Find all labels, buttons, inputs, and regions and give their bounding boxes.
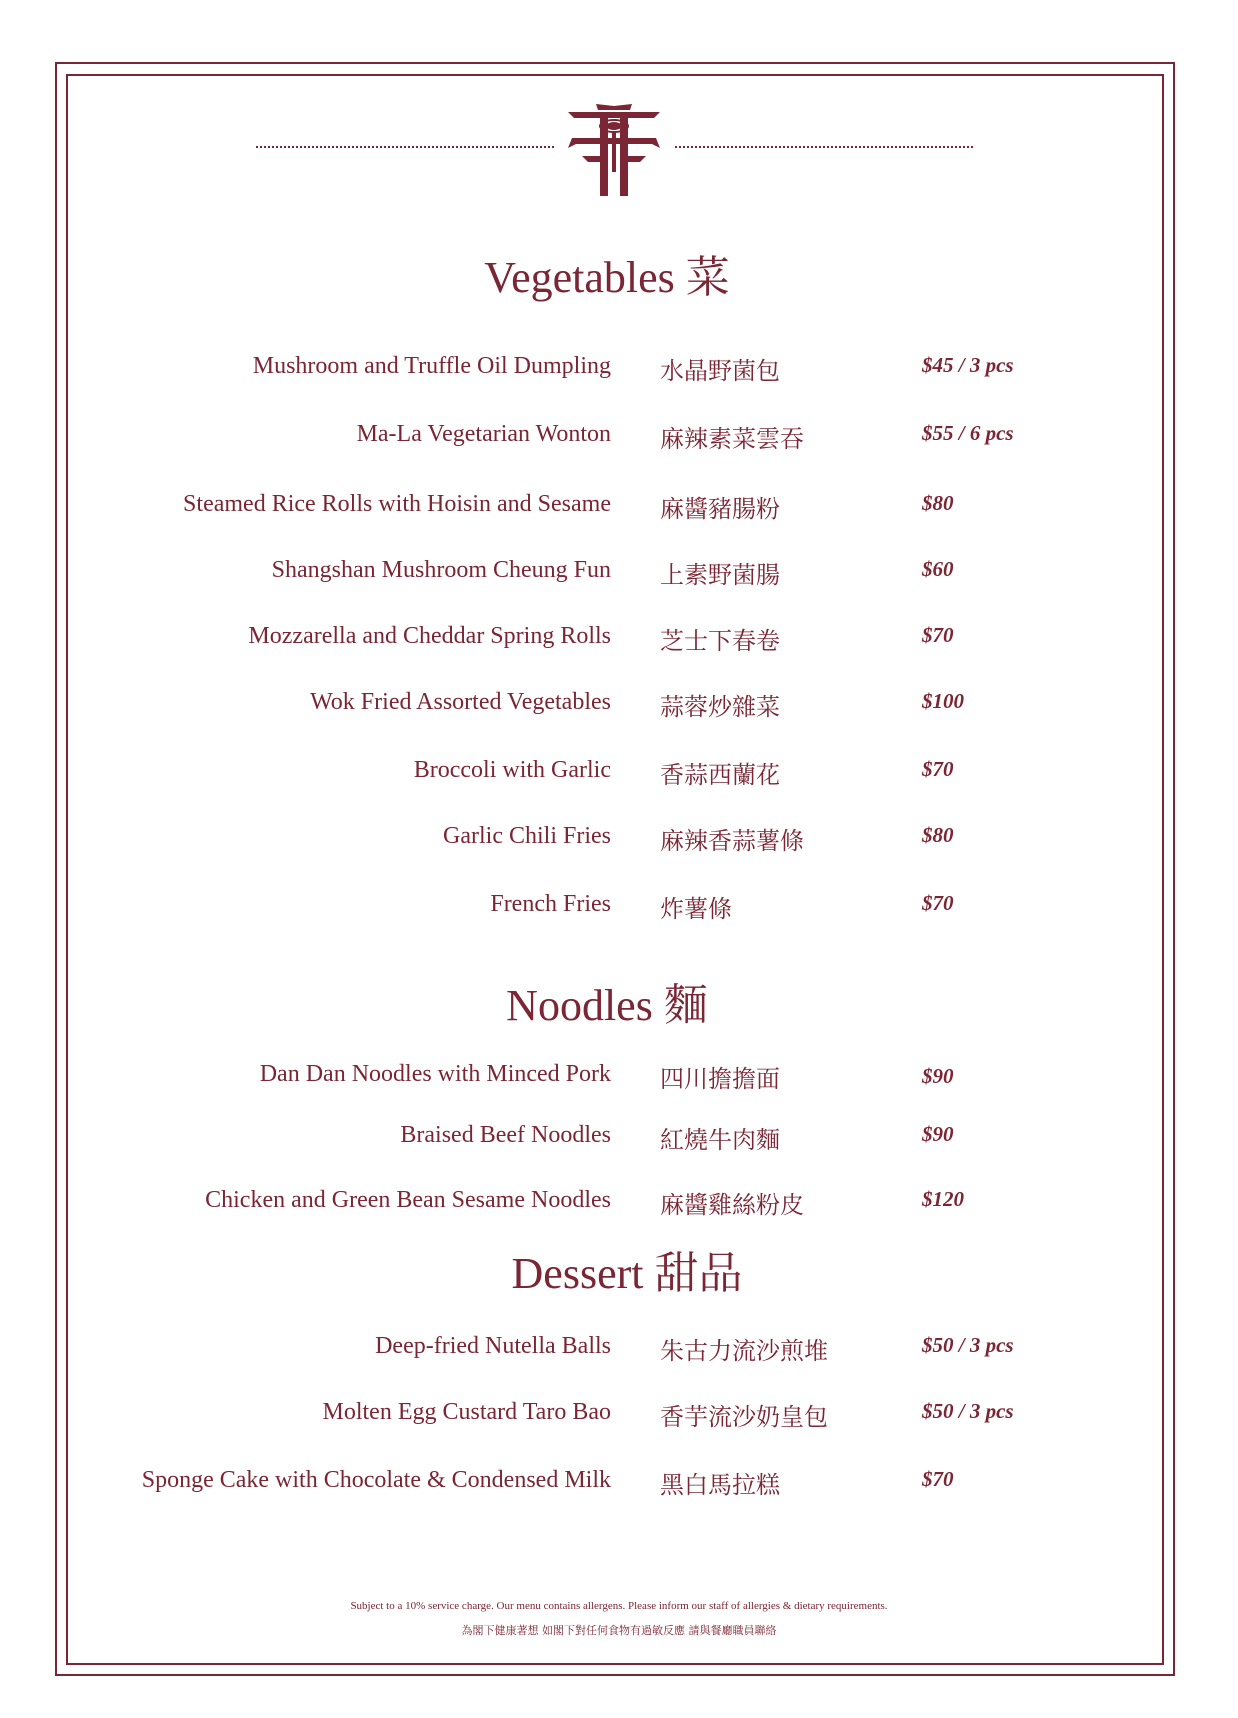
item-name-zh: 朱古力流沙煎堆 (660, 1337, 828, 1365)
item-name-en: Chicken and Green Bean Sesame Noodles (205, 1187, 611, 1213)
dotted-rule-right (675, 146, 973, 148)
item-price: $45 / 3 pcs (922, 353, 1014, 377)
item-price: $70 (922, 757, 954, 781)
item-name-en: Ma-La Vegetarian Wonton (356, 421, 611, 447)
menu-item (0, 557, 1238, 591)
item-name-zh: 水晶野菌包 (660, 357, 780, 385)
footer-note-en: Subject to a 10% service charge. Our menu contains allergens. Please inform our staff of allergies & dietary requirements. (350, 1600, 888, 1612)
item-name-zh: 麻醬雞絲粉皮 (660, 1191, 804, 1219)
menu-item (0, 623, 1238, 657)
item-price: $50 / 3 pcs (922, 1399, 1014, 1423)
item-name-zh: 炸薯條 (660, 895, 732, 923)
item-price: $50 / 3 pcs (922, 1333, 1014, 1357)
item-name-en: Dan Dan Noodles with Minced Pork (259, 1061, 611, 1087)
menu-item (0, 1399, 1238, 1433)
item-name-en: Sponge Cake with Chocolate & Condensed Milk (141, 1467, 611, 1493)
section-title-vegetables: Vegetables 菜 (484, 253, 730, 302)
item-name-en: Shangshan Mushroom Cheung Fun (271, 557, 611, 583)
item-name-zh: 上素野菌腸 (660, 561, 780, 589)
item-name-en: Wok Fried Assorted Vegetables (310, 689, 611, 715)
item-name-en: Deep-fried Nutella Balls (375, 1333, 611, 1359)
footer-note-zh: 為閣下健康著想 如閣下對任何食物有過敏反應 請與餐廳職員聯絡 (461, 1624, 777, 1637)
item-name-zh: 黑白馬拉糕 (660, 1471, 780, 1499)
item-price: $70 (922, 1467, 954, 1491)
item-name-en: French Fries (490, 891, 611, 917)
item-name-zh: 麻辣香蒜薯條 (660, 827, 804, 855)
item-price: $90 (922, 1064, 954, 1088)
item-price: $55 / 6 pcs (922, 421, 1014, 445)
menu-item (0, 353, 1238, 387)
menu-item (0, 1187, 1238, 1221)
section-title-noodles: Noodles 麵 (506, 981, 708, 1030)
item-name-en: Mozzarella and Cheddar Spring Rolls (248, 623, 611, 649)
dotted-rule-left (256, 146, 554, 148)
item-price: $60 (922, 557, 954, 581)
menu-item (0, 491, 1238, 525)
menu-item (0, 891, 1238, 925)
menu-item (0, 1333, 1238, 1367)
menu-item (0, 823, 1238, 857)
item-name-zh: 紅燒牛肉麵 (660, 1126, 780, 1154)
item-name-zh: 麻醬豬腸粉 (660, 495, 780, 523)
menu-item (0, 1122, 1238, 1156)
item-price: $90 (922, 1122, 954, 1146)
item-price: $70 (922, 623, 954, 647)
torii-gate-icon (566, 104, 662, 196)
item-price: $70 (922, 891, 954, 915)
item-name-en: Molten Egg Custard Taro Bao (322, 1399, 611, 1425)
menu-item (0, 1467, 1238, 1501)
menu-item (0, 1061, 1238, 1095)
menu-item (0, 689, 1238, 723)
item-name-zh: 芝士下春卷 (660, 627, 780, 655)
item-price: $80 (922, 491, 954, 515)
item-name-zh: 香芋流沙奶皇包 (660, 1403, 828, 1431)
item-name-zh: 香蒜西蘭花 (660, 761, 780, 789)
menu-item (0, 757, 1238, 791)
item-name-zh: 麻辣素菜雲吞 (660, 425, 804, 453)
item-name-zh: 四川擔擔面 (660, 1065, 780, 1093)
item-price: $80 (922, 823, 954, 847)
item-name-en: Broccoli with Garlic (413, 757, 611, 783)
item-name-en: Steamed Rice Rolls with Hoisin and Sesame (183, 491, 611, 517)
item-name-en: Garlic Chili Fries (443, 823, 611, 849)
item-price: $100 (922, 689, 964, 713)
item-name-en: Mushroom and Truffle Oil Dumpling (252, 353, 611, 379)
item-name-en: Braised Beef Noodles (400, 1122, 611, 1148)
section-title-dessert: Dessert 甜品 (511, 1249, 743, 1298)
menu-item (0, 421, 1238, 455)
item-price: $120 (922, 1187, 964, 1211)
item-name-zh: 蒜蓉炒雜菜 (660, 693, 780, 721)
